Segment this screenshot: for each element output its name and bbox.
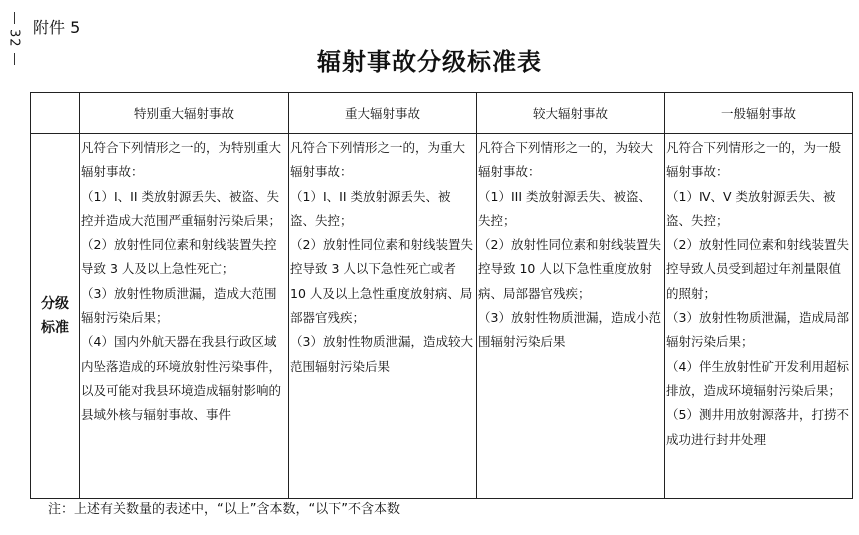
cell-larger — [477, 134, 665, 499]
column-header-larger: 较大辐射事故 — [477, 93, 665, 134]
cell-item: （1）I、II 类放射源丢失、被盗、失控； — [290, 188, 451, 228]
cell-item: （1）III 类放射源丢失、被盗、失控； — [478, 188, 651, 228]
cell-intro: 凡符合下列情形之一的，为重大辐射事故： — [290, 140, 466, 180]
row-header-criteria — [31, 134, 80, 499]
cell-item: （2）放射性同位素和射线装置失控导致 3 人以下急性死亡或者 10 人及以上急性重度放射病、局部器官残疾； — [290, 237, 473, 326]
footnote: 注：上述有关数量的表述中，“以上”含本数，“以下”不含本数 — [48, 502, 400, 517]
cell-item: （1）I、II 类放射源丢失、被盗、失控并造成大范围严重辐射污染后果； — [81, 188, 282, 228]
column-header-general: 一般辐射事故 — [665, 93, 853, 134]
cell-item: （2）放射性同位素和射线装置失控导致 3 人及以上急性死亡； — [81, 237, 277, 277]
cell-item: （5）测井用放射源落井，打捞不成功进行封井处理 — [666, 407, 849, 447]
cell-item: （3）放射性物质泄漏，造成大范围辐射污染后果； — [81, 285, 277, 326]
row-header-line-2: 标准 — [41, 320, 69, 336]
cell-intro: 凡符合下列情形之一的，为特别重大辐射事故： — [81, 140, 282, 180]
page-title: 辐射事故分级标准表 — [317, 47, 542, 76]
cell-item: （2）放射性同位素和射线装置失控导致 10 人以下急性重度放射病、局部器官残疾； — [478, 237, 661, 301]
cell-intro: 凡符合下列情形之一的，为一般辐射事故： — [666, 140, 842, 180]
page-number-value: 32 — [6, 29, 22, 48]
cell-item: （3）放射性物质泄漏，造成较大范围辐射污染后果 — [290, 334, 473, 374]
cell-item: （1）Ⅳ、Ⅴ 类放射源丢失、被盗、失控； — [666, 188, 836, 228]
table-header-row — [31, 93, 853, 134]
page-number-dash-top — [14, 12, 15, 24]
cell-general — [665, 134, 853, 499]
row-header-line-1: 分级 — [41, 296, 69, 312]
table-row-criteria — [31, 134, 853, 499]
cell-item: （4）国内外航天器在我县行政区域内坠落造成的环境放射性污染事件，以及可能对我县环境造成辐射影响的县域外核与辐射事故、事件 — [81, 334, 282, 423]
cell-major — [289, 134, 477, 499]
cell-item: （2）放射性同位素和射线装置失控导致人员受到超过年剂量限值的照射； — [666, 237, 849, 301]
attachment-label: 附件 5 — [33, 18, 81, 37]
cell-item: （3）放射性物质泄漏，造成局部辐射污染后果； — [666, 310, 849, 350]
column-header-especially-major: 特别重大辐射事故 — [80, 93, 289, 134]
cell-intro: 凡符合下列情形之一的，为较大辐射事故： — [478, 140, 654, 180]
column-header-major: 重大辐射事故 — [289, 93, 477, 134]
table-corner-cell — [31, 93, 80, 134]
cell-item: （3）放射性物质泄漏，造成小范围辐射污染后果 — [478, 310, 661, 350]
cell-especially-major — [80, 134, 289, 499]
cell-item: （4）伴生放射性矿开发利用超标排放，造成环境辐射污染后果； — [666, 358, 849, 398]
classification-table — [30, 92, 853, 499]
